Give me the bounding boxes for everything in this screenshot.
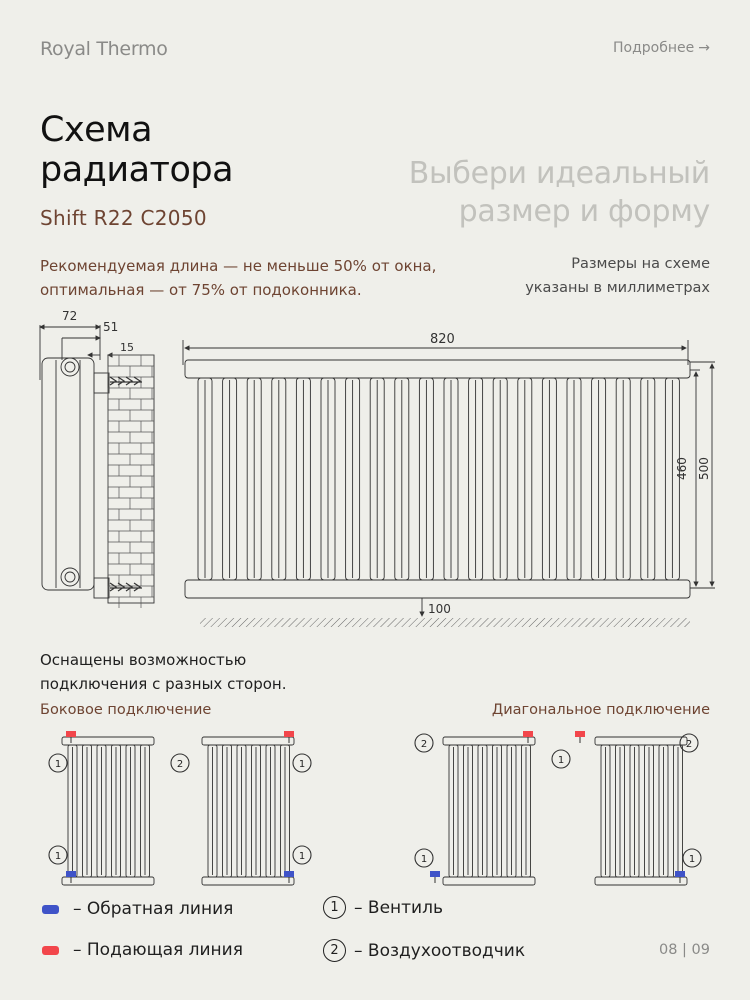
valve-number-icon: 1 xyxy=(323,896,346,919)
red-swatch-icon xyxy=(42,946,59,955)
side-view xyxy=(40,325,154,603)
recommendation-line1: Рекомендуемая длина — не меньше 50% от окна, xyxy=(40,257,437,275)
dim-side-depth: 72 xyxy=(62,309,78,323)
page-title-line1: Схема xyxy=(40,110,153,150)
dim-length: 820 xyxy=(430,332,455,347)
page-number: 08 | 09 xyxy=(658,942,710,958)
more-link[interactable] xyxy=(613,40,710,56)
units-note xyxy=(525,252,710,300)
valve-marker-icon-label: 1 xyxy=(298,759,306,770)
supply-valve-icon xyxy=(66,731,76,737)
diagonal-connection-label: Диагональное подключение xyxy=(491,702,710,718)
tagline xyxy=(409,155,710,231)
legend-air-vent xyxy=(323,939,525,962)
blue-swatch-icon xyxy=(42,905,59,914)
valve-marker-icon-label: 1 xyxy=(557,755,565,766)
valve-marker-icon-label: 1 xyxy=(420,854,428,865)
dim-axis-height: 460 xyxy=(675,457,689,480)
valve-marker-icon-label: 1 xyxy=(688,854,696,865)
valve-marker-icon-label: 1 xyxy=(54,759,62,770)
supply-valve-icon xyxy=(523,731,533,737)
legend-return-label: – Обратная линия xyxy=(73,899,234,919)
wall-anchor-top xyxy=(110,377,142,591)
air-vent-marker-icon-label: 2 xyxy=(420,739,428,750)
connection-line2: подключения с разных сторон. xyxy=(40,675,287,693)
return-valve-icon xyxy=(66,871,76,877)
brick-wall xyxy=(108,355,154,608)
dim-total-height: 500 xyxy=(697,457,711,480)
air-vent-marker-icon-label: 2 xyxy=(685,739,693,750)
return-valve-icon xyxy=(430,871,440,877)
front-view xyxy=(183,340,715,616)
supply-valve-icon xyxy=(575,731,585,737)
dim-floor-gap: 100 xyxy=(428,602,451,616)
arrow-right-icon: → xyxy=(698,40,710,56)
page-title-line2: радиатора xyxy=(40,150,234,190)
more-link-label: Подробнее xyxy=(613,40,695,56)
recommendation-line2: оптимальная — от 75% от подоконника. xyxy=(40,281,362,299)
connection-radiator xyxy=(443,737,535,885)
dim-wall-gap: 15 xyxy=(120,341,134,354)
legend-valve-label: – Вентиль xyxy=(354,897,443,918)
air-vent-number-icon: 2 xyxy=(323,939,346,962)
side-connection-label: Боковое подключение xyxy=(40,702,212,718)
legend-air-vent-label: – Воздухоотводчик xyxy=(354,940,526,961)
connection-radiator xyxy=(202,737,294,885)
units-note-line1: Размеры на схеме xyxy=(571,256,710,272)
legend-supply-line xyxy=(42,940,243,960)
units-note-line2: указаны в миллиметрах xyxy=(525,280,710,296)
connection-line1: Оснащены возможностью xyxy=(40,651,247,669)
return-valve-icon xyxy=(675,871,685,877)
connection-description xyxy=(40,648,360,696)
connection-radiator xyxy=(595,737,687,885)
legend-return-line xyxy=(42,899,233,919)
valve-marker-icon-label: 1 xyxy=(298,851,306,862)
brand-logo: Royal Thermo xyxy=(40,38,168,60)
supply-valve-icon xyxy=(284,731,294,737)
length-recommendation xyxy=(40,254,470,302)
dim-side-offset: 51 xyxy=(103,320,119,334)
floor-hatch xyxy=(200,618,690,627)
valve-marker-icon-label: 1 xyxy=(54,851,62,862)
air-vent-marker-icon-label: 2 xyxy=(176,759,184,770)
tagline-line2: размер и форму xyxy=(458,194,710,229)
tagline-line1: Выбери идеальный xyxy=(408,156,710,191)
legend-valve xyxy=(323,896,443,919)
legend-supply-label: – Подающая линия xyxy=(73,940,243,960)
model-name: Shift R22 C2050 xyxy=(40,206,207,230)
page-title xyxy=(40,110,233,190)
connection-radiator xyxy=(62,737,154,885)
return-valve-icon xyxy=(284,871,294,877)
radiator-technical-drawing xyxy=(0,300,750,645)
radiator-tubes xyxy=(198,378,679,580)
connection-diagrams xyxy=(0,725,750,895)
